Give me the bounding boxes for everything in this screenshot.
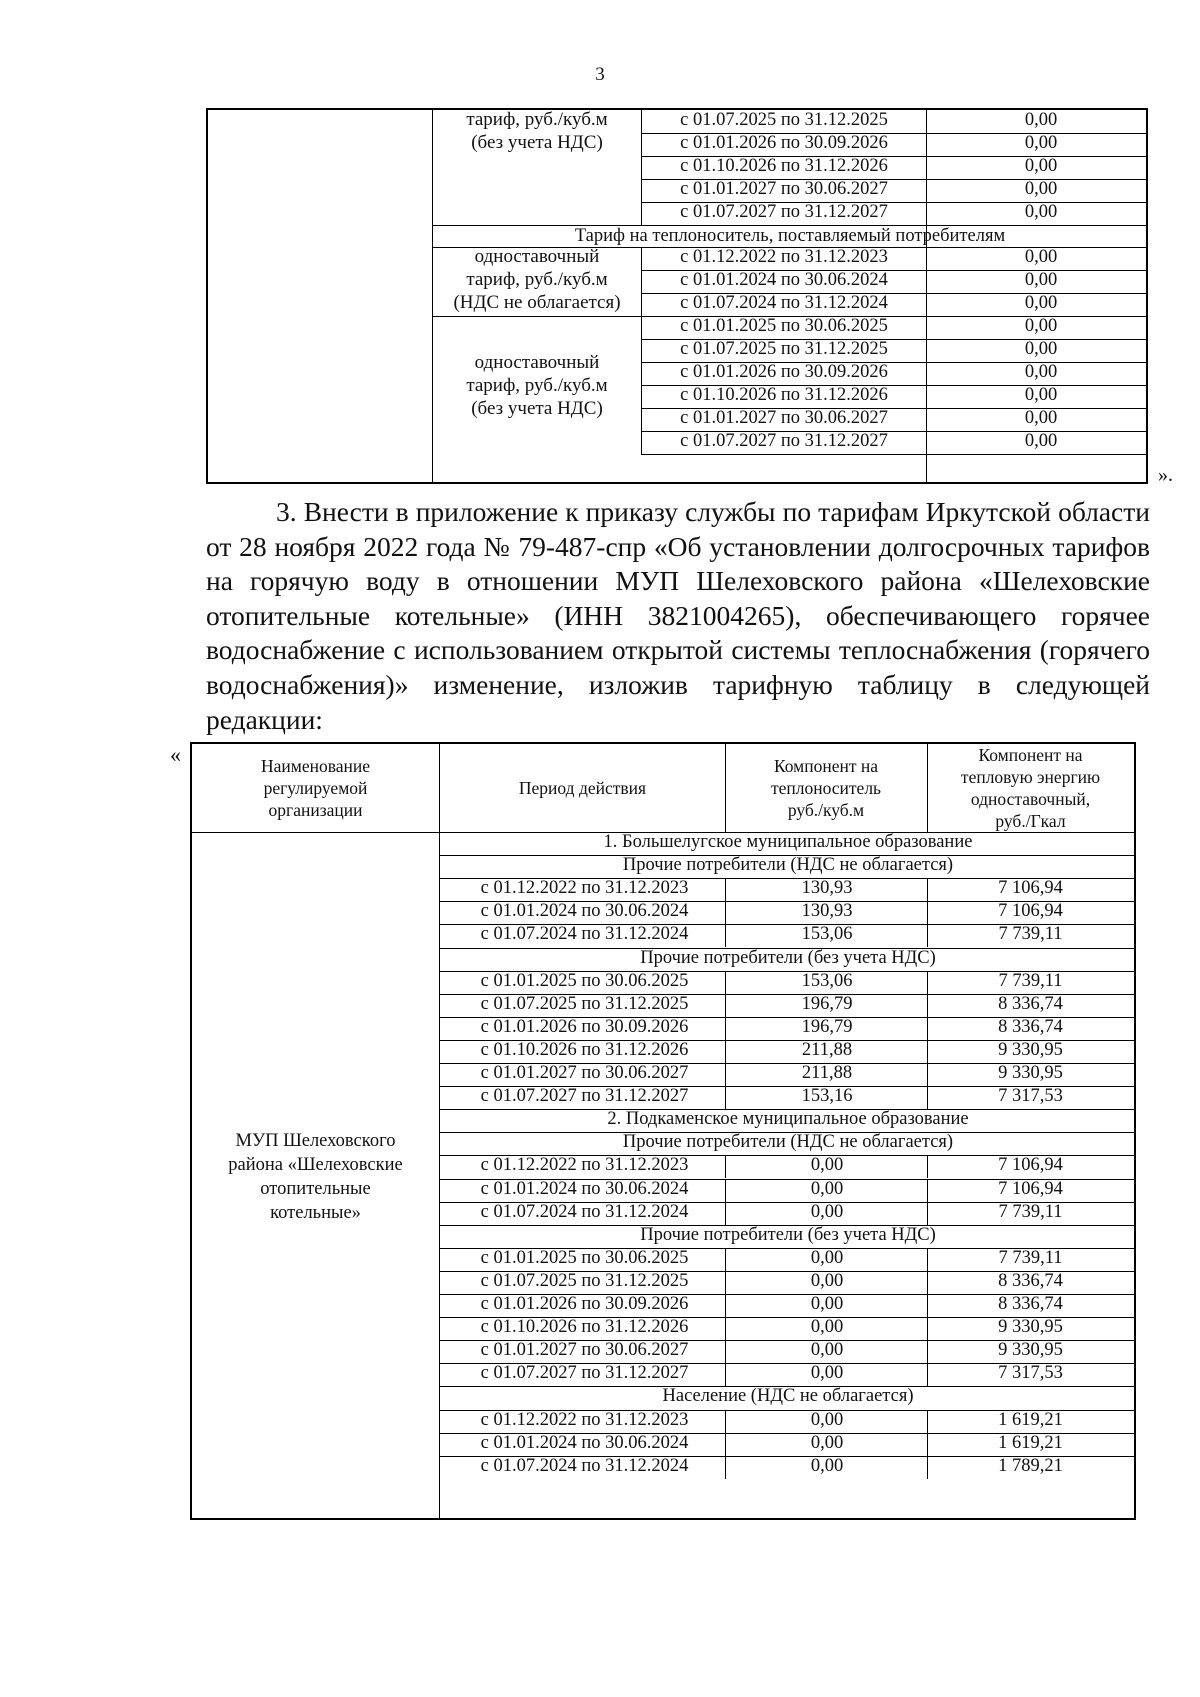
value-cell: 0,00 (1024, 178, 1058, 199)
period-cell: с 01.01.2027 по 30.06.2027 (680, 407, 888, 428)
heat-carrier-cell: 130,93 (801, 878, 853, 899)
value-cell: 0,00 (1024, 430, 1058, 451)
column-divider (927, 1063, 928, 1086)
thermal-energy-cell: 8 336,74 (998, 1016, 1063, 1037)
column-divider (927, 1155, 928, 1178)
column-divider (927, 1248, 928, 1271)
column-divider (725, 1410, 726, 1433)
heat-carrier-cell: 0,00 (810, 1247, 844, 1268)
period-cell: с 01.07.2027 по 31.12.2027 (480, 1086, 689, 1107)
thermal-energy-cell: 8 336,74 (998, 1270, 1063, 1291)
heat-carrier-cell: 153,06 (801, 924, 853, 945)
period-cell: с 01.01.2026 по 30.09.2026 (680, 132, 888, 153)
thermal-energy-cell: 8 336,74 (998, 993, 1063, 1014)
thermal-energy-cell: 7 106,94 (998, 878, 1063, 899)
section-row: Прочие потребители (НДС не облагается) (622, 1132, 954, 1153)
thermal-energy-cell: 9 330,95 (998, 1039, 1063, 1060)
value-cell: 0,00 (1024, 132, 1058, 153)
value-cell: 0,00 (1024, 247, 1058, 268)
tariff-label-line: одноставочный (474, 246, 600, 268)
period-cell: с 01.07.2024 по 31.12.2024 (480, 1455, 689, 1476)
page-number: 3 (595, 64, 605, 85)
column-divider (927, 1017, 928, 1040)
column-divider (927, 744, 928, 832)
heat-carrier-cell: 130,93 (801, 901, 853, 922)
header-organization-line: регулируемой (263, 778, 368, 798)
column-divider (927, 994, 928, 1017)
closing-quote: ». (1158, 464, 1173, 486)
section-row: Прочие потребители (без учета НДС) (640, 1224, 936, 1245)
column-divider (927, 1340, 928, 1363)
header-thermal-energy-line: тепловую энергию (960, 767, 1101, 787)
section-row: Прочие потребители (без учета НДС) (640, 947, 936, 968)
header-heat-carrier-line: руб./куб.м (787, 800, 865, 820)
tariff-table-continuation (206, 108, 1148, 484)
column-divider (725, 1017, 726, 1040)
value-cell: 0,00 (1024, 110, 1058, 130)
heat-carrier-cell: 0,00 (810, 1317, 844, 1338)
heat-carrier-cell: 0,00 (810, 1340, 844, 1361)
tariff-label-line: (НДС не облагается) (453, 292, 621, 314)
heat-carrier-cell: 0,00 (810, 1455, 844, 1476)
organization-name-line: МУП Шелеховского (235, 1131, 396, 1151)
column-divider (927, 1410, 928, 1433)
period-cell: с 01.01.2024 по 30.06.2024 (480, 1178, 689, 1199)
thermal-energy-cell: 1 619,21 (998, 1432, 1063, 1453)
period-cell: с 01.10.2026 по 31.12.2026 (680, 155, 888, 176)
value-cell: 0,00 (1024, 293, 1058, 314)
value-cell: 0,00 (1024, 270, 1058, 291)
period-cell: с 01.01.2024 по 30.06.2024 (480, 1432, 689, 1453)
period-cell: с 01.01.2025 по 30.06.2025 (480, 970, 689, 991)
column-divider (725, 1248, 726, 1271)
period-cell: с 01.12.2022 по 31.12.2023 (680, 247, 888, 268)
column-divider (725, 1294, 726, 1317)
header-organization (192, 744, 439, 832)
period-cell: с 01.07.2027 по 31.12.2027 (680, 201, 888, 222)
column-divider (927, 924, 928, 947)
value-cell: 0,00 (1024, 361, 1058, 382)
period-cell: с 01.01.2027 по 30.06.2027 (480, 1340, 689, 1361)
period-cell: с 01.07.2024 по 31.12.2024 (480, 1201, 689, 1222)
heat-carrier-cell: 211,88 (801, 1063, 853, 1083)
column-divider (927, 878, 928, 901)
column-divider (439, 744, 440, 1518)
column-divider (725, 1063, 726, 1086)
header-period (440, 744, 725, 832)
value-cell: 0,00 (1024, 201, 1058, 222)
paragraph-text: 3. Внести в приложение к приказу службы по тарифам Иркутской области от 28 ноября 2022 года № 79-487-спр «Об установлении долгосрочных тарифов на горячую воду в отношении МУП Шелеховского района «Шелеховские отопительные котельные» (ИНН 3821004265), обеспечивающего горячее водоснабжение с использованием открытой системы теплоснабжения (горячего водоснабжения)» изменение, изложив тарифную таблицу в следующей редакции: (206, 496, 1150, 735)
header-period-line: Период действия (518, 778, 647, 798)
column-divider (725, 1040, 726, 1063)
tariff-label-line: тариф, руб./куб.м (466, 269, 608, 291)
organization-name-line: котельные» (270, 1203, 361, 1223)
column-divider (927, 1086, 928, 1109)
thermal-energy-cell: 7 106,94 (998, 1178, 1063, 1199)
thermal-energy-cell: 7 739,11 (998, 924, 1063, 945)
value-cell: 0,00 (1024, 339, 1058, 359)
header-heat-carrier-line: Компонент на (773, 756, 879, 776)
period-cell: с 01.10.2026 по 31.12.2026 (480, 1039, 689, 1060)
heat-carrier-cell: 0,00 (810, 1270, 844, 1291)
header-thermal-energy-line: Компонент на (978, 745, 1083, 765)
thermal-energy-cell: 9 330,95 (998, 1317, 1063, 1338)
thermal-energy-cell: 9 330,95 (998, 1340, 1063, 1361)
section-row: 1. Большелугское муниципальное образование (603, 832, 973, 852)
thermal-energy-cell: 9 330,95 (998, 1063, 1063, 1083)
header-heat-carrier (725, 744, 927, 832)
heat-carrier-cell: 0,00 (810, 1155, 844, 1176)
period-cell: с 01.07.2025 по 31.12.2025 (680, 110, 888, 130)
header-thermal-energy (927, 744, 1134, 832)
period-cell: с 01.10.2026 по 31.12.2026 (480, 1317, 689, 1338)
heat-carrier-cell: 0,00 (810, 1409, 844, 1430)
header-heat-carrier-line: теплоноситель (770, 778, 882, 798)
header-organization-line: Наименование (260, 756, 371, 776)
period-cell: с 01.07.2025 по 31.12.2025 (480, 993, 689, 1014)
column-divider (725, 1086, 726, 1109)
column-divider (725, 744, 726, 832)
value-cell: 0,00 (1024, 407, 1058, 428)
header-period-text (519, 777, 646, 799)
header-organization-line: организации (268, 800, 363, 820)
heat-carrier-cell: 0,00 (810, 1178, 844, 1199)
thermal-energy-cell: 7 106,94 (998, 901, 1063, 922)
thermal-energy-cell: 7 317,53 (998, 1363, 1063, 1384)
header-thermal-energy-text (961, 744, 1100, 832)
period-cell: с 01.07.2024 по 31.12.2024 (680, 293, 888, 314)
column-divider (725, 971, 726, 994)
header-thermal-energy-line: одноставочный, (970, 789, 1091, 809)
column-divider (927, 1271, 928, 1294)
period-cell: с 01.07.2025 по 31.12.2025 (480, 1270, 689, 1291)
column-divider (725, 1456, 726, 1479)
organization-name-line: района «Шелеховские (228, 1155, 403, 1175)
organization-name-line: отопительные (260, 1179, 371, 1199)
section-title: Тариф на теплоноситель, поставляемый потребителям (574, 225, 1006, 246)
column-divider (927, 1202, 928, 1225)
section-row: Население (НДС не облагается) (662, 1386, 914, 1407)
tariff-label-line: одноставочный (474, 351, 600, 373)
thermal-energy-cell: 7 317,53 (998, 1086, 1063, 1107)
period-cell: с 01.12.2022 по 31.12.2023 (480, 1409, 689, 1430)
period-cell: с 01.07.2027 по 31.12.2027 (680, 430, 888, 451)
period-cell: с 01.01.2024 по 30.06.2024 (480, 901, 689, 922)
thermal-energy-cell: 8 336,74 (998, 1294, 1063, 1314)
period-cell: с 01.12.2022 по 31.12.2023 (480, 1155, 689, 1176)
column-divider (725, 1155, 726, 1178)
period-cell: с 01.01.2025 по 30.06.2025 (480, 1247, 689, 1268)
period-cell: с 01.07.2025 по 31.12.2025 (680, 339, 888, 359)
column-divider (927, 1363, 928, 1386)
column-divider (725, 1340, 726, 1363)
column-divider (927, 1317, 928, 1340)
column-divider (927, 901, 928, 924)
heat-carrier-cell: 0,00 (810, 1294, 844, 1314)
heat-carrier-cell: 196,79 (801, 993, 853, 1014)
column-divider (725, 878, 726, 901)
column-divider (927, 1040, 928, 1063)
column-divider (927, 1179, 928, 1202)
value-cell: 0,00 (1024, 155, 1058, 176)
opening-quote: « (170, 742, 181, 767)
period-cell: с 01.07.2024 по 31.12.2024 (480, 924, 689, 945)
tariff-label-line: тариф, руб./куб.м (466, 374, 608, 396)
thermal-energy-cell: 1 789,21 (998, 1455, 1063, 1476)
hot-water-tariff-table (190, 742, 1136, 1520)
heat-carrier-cell: 153,16 (801, 1086, 853, 1107)
column-divider (927, 1456, 928, 1479)
column-divider (725, 1433, 726, 1456)
column-divider (927, 1433, 928, 1456)
heat-carrier-cell: 0,00 (810, 1363, 844, 1384)
column-divider (725, 994, 726, 1017)
column-divider (725, 1271, 726, 1294)
column-divider (725, 901, 726, 924)
heat-carrier-cell: 211,88 (801, 1039, 853, 1060)
header-heat-carrier-text (771, 755, 881, 821)
column-divider (725, 924, 726, 947)
heat-carrier-cell: 196,79 (801, 1016, 853, 1037)
period-cell: с 01.01.2027 по 30.06.2027 (680, 178, 888, 199)
period-cell: с 01.01.2024 по 30.06.2024 (680, 270, 888, 291)
column-divider (725, 1202, 726, 1225)
thermal-energy-cell: 1 619,21 (998, 1409, 1063, 1430)
column-divider (725, 1317, 726, 1340)
amendment-paragraph (206, 495, 1150, 737)
value-cell: 0,00 (1024, 316, 1058, 337)
section-row: Прочие потребители (НДС не облагается) (622, 855, 954, 876)
thermal-energy-cell: 7 739,11 (998, 970, 1063, 991)
heat-carrier-cell: 153,06 (801, 970, 853, 991)
period-cell: с 01.01.2026 по 30.09.2026 (480, 1016, 689, 1037)
period-cell: с 01.12.2022 по 31.12.2023 (480, 878, 689, 899)
thermal-energy-cell: 7 739,11 (998, 1201, 1063, 1222)
heat-carrier-cell: 0,00 (810, 1432, 844, 1453)
heat-carrier-cell: 0,00 (810, 1201, 844, 1222)
row-divider (642, 454, 1148, 455)
thermal-energy-cell: 7 739,11 (998, 1247, 1063, 1268)
column-divider (725, 1363, 726, 1386)
column-divider (927, 1294, 928, 1317)
column-divider (926, 110, 927, 484)
tariff-label-line: тариф, руб./куб.м (466, 109, 608, 130)
header-organization-text (261, 755, 370, 821)
thermal-energy-cell: 7 106,94 (998, 1155, 1063, 1176)
period-cell: с 01.01.2026 по 30.09.2026 (480, 1294, 689, 1314)
section-row: 2. Подкаменское муниципальное образование (607, 1109, 969, 1130)
tariff-label-line: (без учета НДС) (471, 132, 603, 153)
tariff-label-line: (без учета НДС) (471, 397, 603, 419)
period-cell: с 01.10.2026 по 31.12.2026 (680, 384, 888, 405)
column-divider (725, 1179, 726, 1202)
header-thermal-energy-line: руб./Гкал (995, 811, 1066, 831)
period-cell: с 01.07.2027 по 31.12.2027 (480, 1363, 689, 1384)
period-cell: с 01.01.2025 по 30.06.2025 (680, 316, 888, 337)
value-cell: 0,00 (1024, 384, 1058, 405)
period-cell: с 01.01.2026 по 30.09.2026 (680, 361, 888, 382)
period-cell: с 01.01.2027 по 30.06.2027 (480, 1063, 689, 1083)
column-divider (927, 971, 928, 994)
